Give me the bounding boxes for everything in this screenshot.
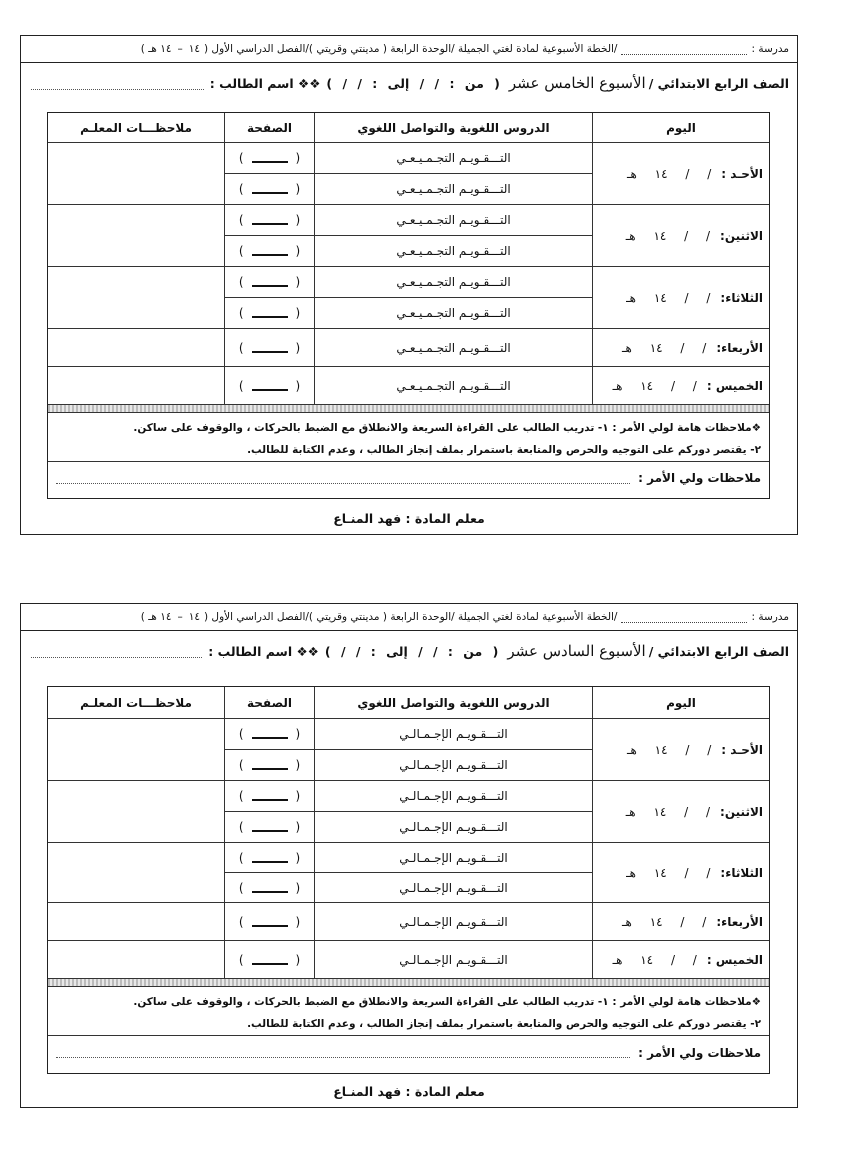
page-cell[interactable]: ( ) <box>238 952 301 967</box>
lesson-cell: التـــقـويـم التجـمـيـعـي <box>315 205 592 236</box>
school-label: مدرسة : <box>751 43 789 55</box>
header-lessons: الدروس اللغوية والتواصل اللغوي <box>314 687 592 718</box>
page-cell[interactable]: ( ) <box>238 340 301 355</box>
header-page: الصفحة <box>224 113 314 142</box>
day-row <box>48 367 769 405</box>
separator-band <box>48 979 769 987</box>
grade-label: الصف الرابع الابتدائي / <box>648 75 789 91</box>
header-lessons: الدروس اللغوية والتواصل اللغوي <box>314 113 592 142</box>
teacher-notes-cell[interactable] <box>48 143 224 204</box>
pages-cell <box>224 941 314 978</box>
pages-cell <box>224 903 314 940</box>
week-label: الأسبوع الخامس عشر <box>508 74 646 92</box>
day-date: / / ١٤ هـ <box>626 290 711 305</box>
lesson-cell: التـــقـويـم التجـمـيـعـي <box>396 244 511 258</box>
day-date: / / ١٤ هـ <box>625 804 711 819</box>
pages-cell <box>224 367 314 404</box>
teacher-notes-cell[interactable] <box>48 267 224 328</box>
year-dash: – <box>177 611 183 623</box>
page-cell[interactable]: ( ) <box>225 843 314 873</box>
teacher-notes-cell[interactable] <box>48 781 224 842</box>
plan-header <box>21 604 797 631</box>
day-cell <box>592 367 769 404</box>
lesson-cell: التـــقـويـم التجـمـيـعـي <box>396 378 511 393</box>
teacher-notes-cell[interactable] <box>48 329 224 366</box>
grade-label: الصف الرابع الابتدائي / <box>648 643 789 659</box>
page-cell[interactable]: ( ) <box>225 267 314 298</box>
day-name: الخميس : <box>706 378 763 393</box>
teacher-signature: معلم المادة : فهد المنـاع <box>333 511 485 526</box>
plan-table <box>47 112 770 499</box>
year-dash: – <box>177 43 183 55</box>
student-name-field[interactable] <box>31 77 204 90</box>
lesson-cell: التـــقـويـم التجـمـيـعـي <box>396 340 511 355</box>
page-cell[interactable]: ( ) <box>225 205 314 236</box>
day-cell <box>592 205 769 266</box>
teacher-notes-cell[interactable] <box>48 719 224 780</box>
instruction-line-2: ٢- يقتصر دوركم على التوجيه والحرص والمتابعة باستمرار بملف إنجاز الطالب ، وعدم الكتابة للطالب. <box>247 1018 761 1030</box>
pages-cell <box>224 143 314 204</box>
day-date: / / ١٤ هـ <box>627 742 712 757</box>
day-row <box>48 781 769 843</box>
lesson-cell: التـــقـويـم التجـمـيـعـي <box>396 182 511 196</box>
lessons-cell <box>314 843 592 902</box>
weekly-plan-week-16 <box>20 603 798 1108</box>
page-cell[interactable]: ( ) <box>238 820 301 834</box>
year-end: ١٤ هـ ) <box>140 611 172 623</box>
day-name: الثلاثاء: <box>720 290 763 305</box>
student-name-label: ❖❖ اسم الطالب : <box>209 75 321 91</box>
lessons-cell <box>314 205 592 266</box>
teacher-notes-cell[interactable] <box>48 843 224 902</box>
lessons-cell <box>314 367 592 404</box>
instruction-line-2: ٢- يقتصر دوركم على التوجيه والحرص والمتابعة باستمرار بملف إنجاز الطالب ، وعدم الكتابة للطالب. <box>247 444 761 456</box>
pages-cell <box>224 329 314 366</box>
day-row <box>48 267 769 329</box>
page-cell[interactable]: ( ) <box>238 378 301 393</box>
pages-cell <box>224 205 314 266</box>
day-date: / / ١٤ هـ <box>622 340 707 355</box>
day-name: الخميس : <box>706 952 763 967</box>
day-cell <box>592 329 769 366</box>
plan-info <box>21 631 797 671</box>
year-start: ١٤ <box>188 611 200 623</box>
parent-notes-label: ملاحظات ولي الأمر : <box>638 471 761 485</box>
teacher-notes-cell[interactable] <box>48 367 224 404</box>
lessons-cell <box>314 719 592 780</box>
page-cell[interactable]: ( ) <box>238 244 301 258</box>
header-teacher-notes: ملاحظـــات المعلـم <box>80 120 192 135</box>
weekly-plan-week-15 <box>20 35 798 535</box>
day-cell <box>592 941 769 978</box>
day-cell <box>592 719 769 780</box>
header-page: الصفحة <box>224 687 314 718</box>
lesson-cell: التـــقـويـم الإجـمـالـي <box>399 880 508 895</box>
day-cell <box>592 903 769 940</box>
page-cell[interactable]: ( ) <box>238 880 301 895</box>
teacher-signature: معلم المادة : فهد المنـاع <box>333 1084 485 1099</box>
page-cell[interactable]: ( ) <box>225 143 314 174</box>
plan-header <box>21 36 797 63</box>
day-name: الأحـد : <box>721 742 763 757</box>
lesson-cell: التـــقـويـم الإجـمـالـي <box>399 952 508 967</box>
pages-cell <box>224 267 314 328</box>
day-date: / / ١٤ هـ <box>627 166 712 181</box>
school-name-field[interactable] <box>621 612 747 623</box>
date-range: ( من : / / إلى : / / ) <box>324 643 499 659</box>
day-cell <box>592 267 769 328</box>
plan-title: /الخطة الأسبوعية لمادة لغتي الجميلة /الوحدة الرابعة ( مدينتي وقريتي )/الفصل الدراسي الأول ( <box>204 611 618 623</box>
page-cell[interactable]: ( ) <box>238 914 301 929</box>
parent-instructions <box>48 987 769 1035</box>
instruction-line-1: ❖ملاحظات هامة لولي الأمر : ١- تدريب الطالب على القراءة السريعة والانطلاق مع الضبط بالحركات ، والوقوف على ساكن. <box>133 996 761 1008</box>
page-cell[interactable]: ( ) <box>238 306 301 320</box>
day-name: الاثنين: <box>720 804 763 819</box>
lesson-cell: التـــقـويـم التجـمـيـعـي <box>396 306 511 320</box>
student-name-field[interactable] <box>31 645 202 658</box>
year-start: ١٤ <box>188 43 200 55</box>
page-cell[interactable]: ( ) <box>238 758 301 772</box>
day-row <box>48 143 769 205</box>
student-name-label: ❖❖ اسم الطالب : <box>208 643 319 659</box>
header-teacher-notes: ملاحظـــات المعلـم <box>80 695 192 710</box>
day-cell <box>592 843 769 902</box>
day-name: الثلاثاء: <box>720 865 763 880</box>
day-row <box>48 941 769 979</box>
day-cell <box>592 143 769 204</box>
lesson-cell: التـــقـويـم الإجـمـالـي <box>399 758 508 772</box>
lessons-cell <box>314 143 592 204</box>
day-name: الأربعاء: <box>716 914 763 929</box>
parent-notes-row <box>48 1035 769 1069</box>
year-end: ١٤ هـ ) <box>140 43 172 55</box>
parent-notes-label: ملاحظات ولي الأمر : <box>638 1045 761 1060</box>
date-range: ( من : / / إلى : / / ) <box>326 75 500 91</box>
day-date: / / ١٤ هـ <box>626 865 711 880</box>
header-day: اليوم <box>592 687 769 718</box>
parent-instructions <box>48 413 769 461</box>
pages-cell <box>224 719 314 780</box>
lessons-cell <box>314 781 592 842</box>
lesson-cell: التـــقـويـم التجـمـيـعـي <box>315 143 592 174</box>
day-row <box>48 843 769 903</box>
day-name: الاثنين: <box>720 228 763 243</box>
header-day: اليوم <box>592 113 769 142</box>
teacher-notes-cell[interactable] <box>48 903 224 940</box>
page-cell[interactable]: ( ) <box>225 781 314 812</box>
lessons-cell <box>314 903 592 940</box>
parent-notes-field[interactable] <box>56 1047 630 1058</box>
lesson-cell: التـــقـويـم الإجـمـالـي <box>315 843 592 873</box>
school-label: مدرسة : <box>751 611 789 623</box>
table-header-row <box>48 113 769 143</box>
pages-cell <box>224 843 314 902</box>
day-date: / / ١٤ هـ <box>612 952 697 967</box>
week-label: الأسبوع السادس عشر <box>507 642 646 660</box>
plan-title: /الخطة الأسبوعية لمادة لغتي الجميلة /الوحدة الرابعة ( مدينتي وقريتي )/الفصل الدراسي الأول ( <box>204 43 618 55</box>
day-row <box>48 719 769 781</box>
lessons-cell <box>314 329 592 366</box>
page-cell[interactable]: ( ) <box>238 182 301 196</box>
instruction-line-1: ❖ملاحظات هامة لولي الأمر : ١- تدريب الطالب على القراءة السريعة والانطلاق مع الضبط بالحركات ، والوقوف على ساكن. <box>133 422 761 434</box>
lessons-cell <box>314 941 592 978</box>
day-name: الأربعاء: <box>716 340 763 355</box>
lesson-cell: التـــقـويـم التجـمـيـعـي <box>315 267 592 298</box>
lesson-cell: التـــقـويـم الإجـمـالـي <box>399 914 508 929</box>
separator-band <box>48 405 769 413</box>
teacher-notes-cell[interactable] <box>48 205 224 266</box>
lesson-cell: التـــقـويـم الإجـمـالـي <box>315 719 592 750</box>
day-date: / / ١٤ هـ <box>625 228 711 243</box>
day-cell <box>592 781 769 842</box>
school-name-field[interactable] <box>621 44 747 55</box>
parent-notes-row <box>48 461 769 494</box>
day-row <box>48 903 769 941</box>
day-name: الأحـد : <box>721 166 763 181</box>
lesson-cell: التـــقـويـم الإجـمـالـي <box>315 781 592 812</box>
day-row <box>48 329 769 367</box>
page-cell[interactable]: ( ) <box>225 719 314 750</box>
day-date: / / ١٤ هـ <box>612 378 697 393</box>
parent-notes-field[interactable] <box>56 473 630 484</box>
plan-info <box>21 63 797 103</box>
day-row <box>48 205 769 267</box>
day-date: / / ١٤ هـ <box>622 914 707 929</box>
lessons-cell <box>314 267 592 328</box>
table-header-row <box>48 687 769 719</box>
teacher-notes-cell[interactable] <box>48 941 224 978</box>
lesson-cell: التـــقـويـم الإجـمـالـي <box>399 820 508 834</box>
pages-cell <box>224 781 314 842</box>
plan-table <box>47 686 770 1074</box>
